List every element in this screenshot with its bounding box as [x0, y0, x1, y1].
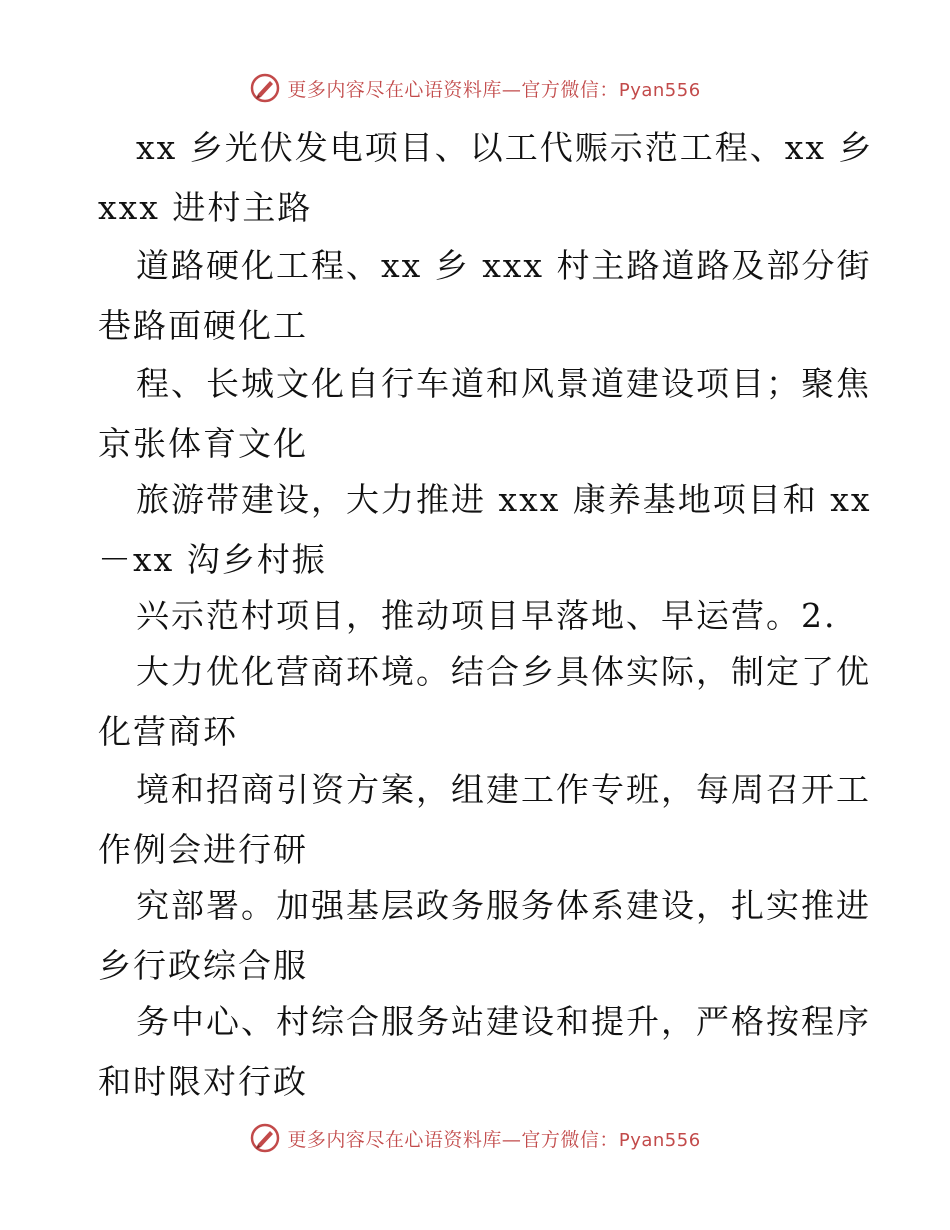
- paragraph-line: xxx 进村主路: [98, 188, 313, 227]
- paragraph-line: 境和招商引资方案，组建工作专班，每周召开工: [136, 770, 871, 809]
- pen-logo-icon: [249, 1122, 281, 1154]
- paragraph: [98, 992, 871, 1112]
- paragraph-line: 程、长城文化自行车道和风景道建设项目；聚焦: [136, 364, 871, 403]
- paragraph-line: 和时限对行政: [98, 1062, 308, 1101]
- paragraph: [98, 470, 872, 590]
- watermark-account: Pyan556: [618, 79, 701, 101]
- paragraph-line: 乡行政综合服: [98, 946, 308, 985]
- watermark-wechat-label: 官方微信：: [521, 1128, 619, 1151]
- footer-watermark: [0, 1122, 950, 1154]
- paragraph-line: 道路硬化工程、xx 乡 xxx 村主路道路及部分街: [136, 246, 872, 285]
- paragraph: [98, 118, 874, 238]
- watermark-separator: —: [501, 78, 522, 101]
- watermark-text: [287, 75, 700, 102]
- paragraph-line: 巷路面硬化工: [98, 306, 308, 345]
- paragraph: [98, 760, 871, 880]
- paragraph-line: －xx 沟乡村振: [98, 540, 327, 579]
- watermark-text: [287, 1125, 700, 1152]
- paragraph-line: 旅游带建设，大力推进 xxx 康养基地项目和 xx: [136, 480, 872, 519]
- paragraph-line: xx 乡光伏发电项目、以工代赈示范工程、xx 乡: [136, 128, 874, 167]
- paragraph-line: 京张体育文化: [98, 424, 308, 463]
- paragraph-line: 化营商环: [98, 712, 238, 751]
- paragraph-line: 大力优化营商环境。结合乡具体实际，制定了优: [136, 652, 871, 691]
- header-watermark: [0, 72, 950, 104]
- paragraph-line: 作例会进行研: [98, 830, 308, 869]
- watermark-account: Pyan556: [618, 1129, 701, 1151]
- paragraph: [98, 354, 871, 474]
- paragraph-line: 务中心、村综合服务站建设和提升，严格按程序: [136, 1002, 871, 1041]
- pen-logo-icon: [249, 72, 281, 104]
- paragraph: [98, 876, 871, 996]
- paragraph: [98, 642, 871, 762]
- watermark-wechat-label: 官方微信：: [521, 78, 619, 101]
- watermark-separator: —: [501, 1128, 522, 1151]
- watermark-slogan: 更多内容尽在心语资料库: [287, 1128, 502, 1151]
- watermark-slogan: 更多内容尽在心语资料库: [287, 78, 502, 101]
- paragraph-line: 究部署。加强基层政务服务体系建设，扎实推进: [136, 886, 871, 925]
- paragraph: [98, 236, 872, 356]
- paragraph-line: 兴示范村项目，推动项目早落地、早运营。2.: [136, 596, 837, 635]
- paragraph: [98, 586, 858, 646]
